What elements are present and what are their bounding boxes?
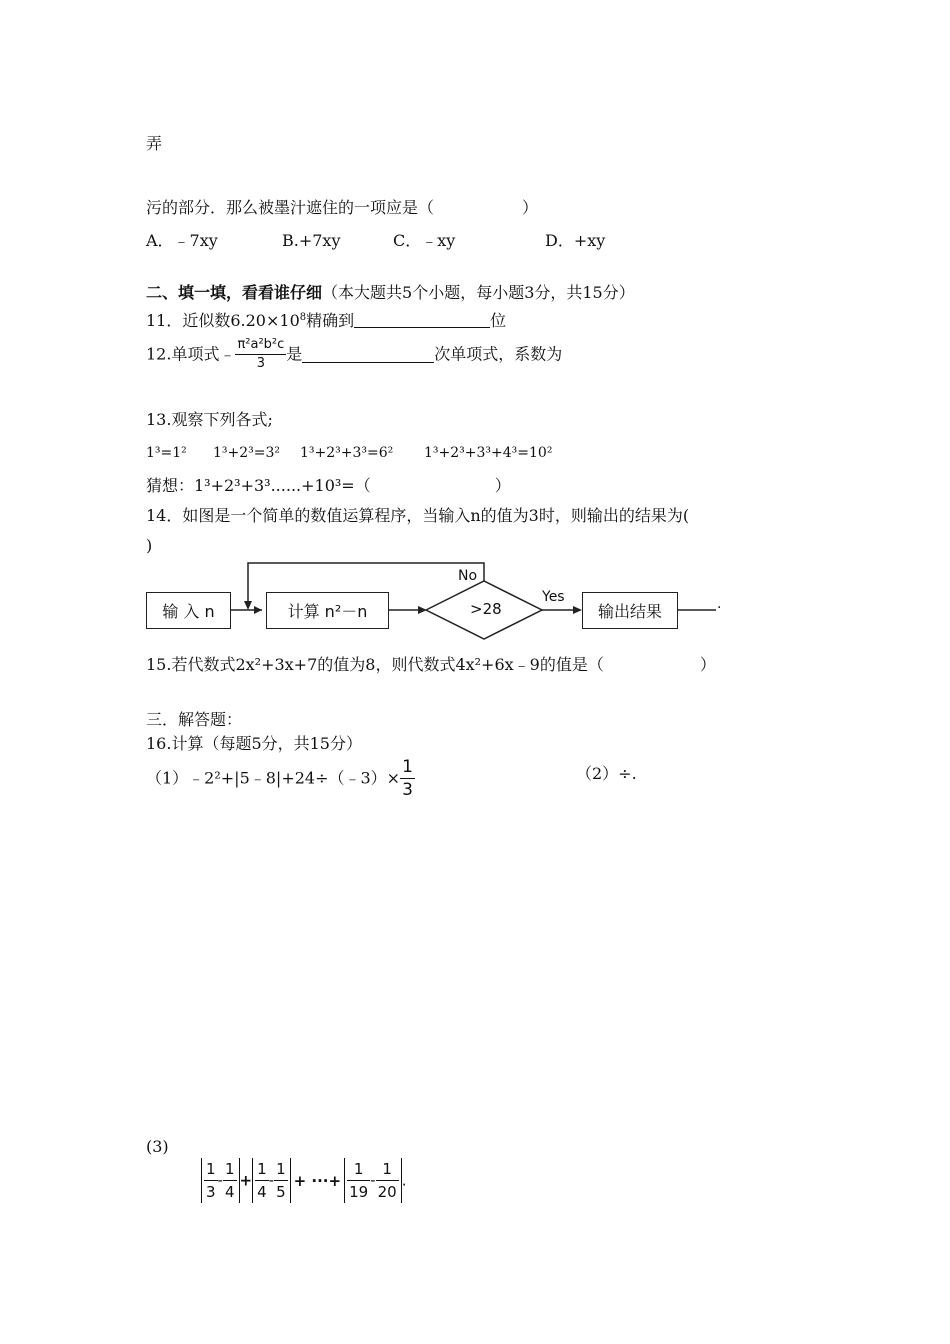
abs2-a-num: 1 [257,1160,267,1178]
abs2-frac-a [255,1158,269,1203]
abs3-a-den: 19 [347,1180,370,1203]
q11-mid: 精确到 [306,311,355,330]
q13-eq1: 1³=1² [146,445,187,461]
op-plus-ellipsis: + ···+ [293,1171,342,1190]
q13-guess-close: ） [494,476,511,495]
q12-prefix: 12.单项式﹣ [146,344,236,364]
q16-part1 [146,756,415,801]
flow-condition: >28 [470,600,502,618]
abs2-b-den: 5 [274,1180,288,1203]
abs2-frac-b [274,1158,288,1203]
q13-guess-text: 猜想：1³+2³+3³......+10³=（ [146,476,371,495]
q16-part1-expr: （1）﹣2²+|5﹣8|+24÷（﹣3）× [146,768,401,788]
q12-denominator: 3 [235,354,286,373]
flow-yes-label: Yes [542,589,565,605]
section2-title: 二、填一填，看看谁仔细 [146,283,323,302]
abs1-frac-b [223,1158,237,1203]
q13-stem: 13.观察下列各式; [146,410,273,429]
abs2-b-num: 1 [276,1160,286,1178]
q12-mid: 是 [286,344,303,364]
q12-suffix: 次单项式，系数为 [434,344,563,364]
abs1-frac-a [204,1158,218,1203]
q10-close-paren: ） [522,198,539,217]
q11-exponent: 8 [299,312,307,323]
top-fragment: 弄 [146,134,163,153]
section3-title: 三．解答题： [146,710,243,729]
q13-eq4: 1³+2³+3³+4³=10² [424,445,553,461]
abs3-b-num: 1 [382,1160,392,1178]
q15-close: ） [699,655,716,674]
q10-option-a: A．﹣7xy [146,231,218,250]
abs1-a-den: 3 [204,1180,218,1203]
q10-option-d: D．+xy [545,231,606,250]
q14-stem-line2: ) [146,536,153,555]
q11-suffix: 位 [490,311,507,330]
q11-prefix: 11．近似数6.20×10 [146,311,300,330]
abs3-b-den: 20 [376,1180,399,1203]
q16-part3-label: (3) [146,1137,169,1156]
abs2-a-den: 4 [255,1180,269,1203]
q16-part3-expr [201,1158,406,1203]
q16-part1-den: 3 [402,780,413,800]
q12-numerator: π²a²b²c [237,337,285,352]
abs-term-1: $\frac{1}{3}$ - $\frac{1}{4}$ [201,1158,240,1203]
q15 [146,655,716,675]
abs1-b-den: 4 [223,1180,237,1203]
q10-option-b: B.+7xy [282,231,341,250]
q13-eq3: 1³+2³+3³=6² [300,445,394,461]
flow-no-label: No [458,568,478,584]
flow-trailing-dot: . [717,596,722,612]
flow-compute-box: 计算 n²－n [266,592,389,629]
q13-eq2: 1³+2³=3² [213,445,281,461]
abs-term-3: $\frac{1}{19}$ - $\frac{1}{20}$ [344,1158,402,1203]
abs3-frac-a [347,1158,370,1203]
flow-input-box: 输 入 n [146,592,231,629]
q10-option-c: C．﹣xy [393,231,456,250]
q15-text: 15.若代数式2x²+3x+7的值为8，则代数式4x²+6x﹣9的值是（ [146,655,604,674]
q16-part1-num: 1 [402,757,413,777]
section2-note: （本大题共5个小题，每小题3分，共15分） [322,283,635,302]
q16-title: 16.计算（每题5分，共15分） [146,734,362,753]
q10-stem-text: 污的部分．那么被墨汁遮住的一项应是（ [146,198,435,217]
expr-end-dot: . [401,1171,407,1190]
q16-part1-fraction [400,756,415,801]
q14-stem-line1: 14．如图是一个简单的数值运算程序，当输入n的值为3时，则输出的结果为( [146,506,690,525]
q16-part2: （2）÷. [576,764,637,783]
abs1-a-num: 1 [206,1160,216,1178]
abs3-a-num: 1 [353,1160,364,1178]
op-plus-1: + [239,1171,253,1190]
flow-output-box: 输出结果 [582,592,678,629]
abs1-b-num: 1 [224,1160,235,1178]
abs3-frac-b [376,1158,399,1203]
abs-term-2: $\frac{1}{4}$ - $\frac{1}{5}$ [252,1158,291,1203]
